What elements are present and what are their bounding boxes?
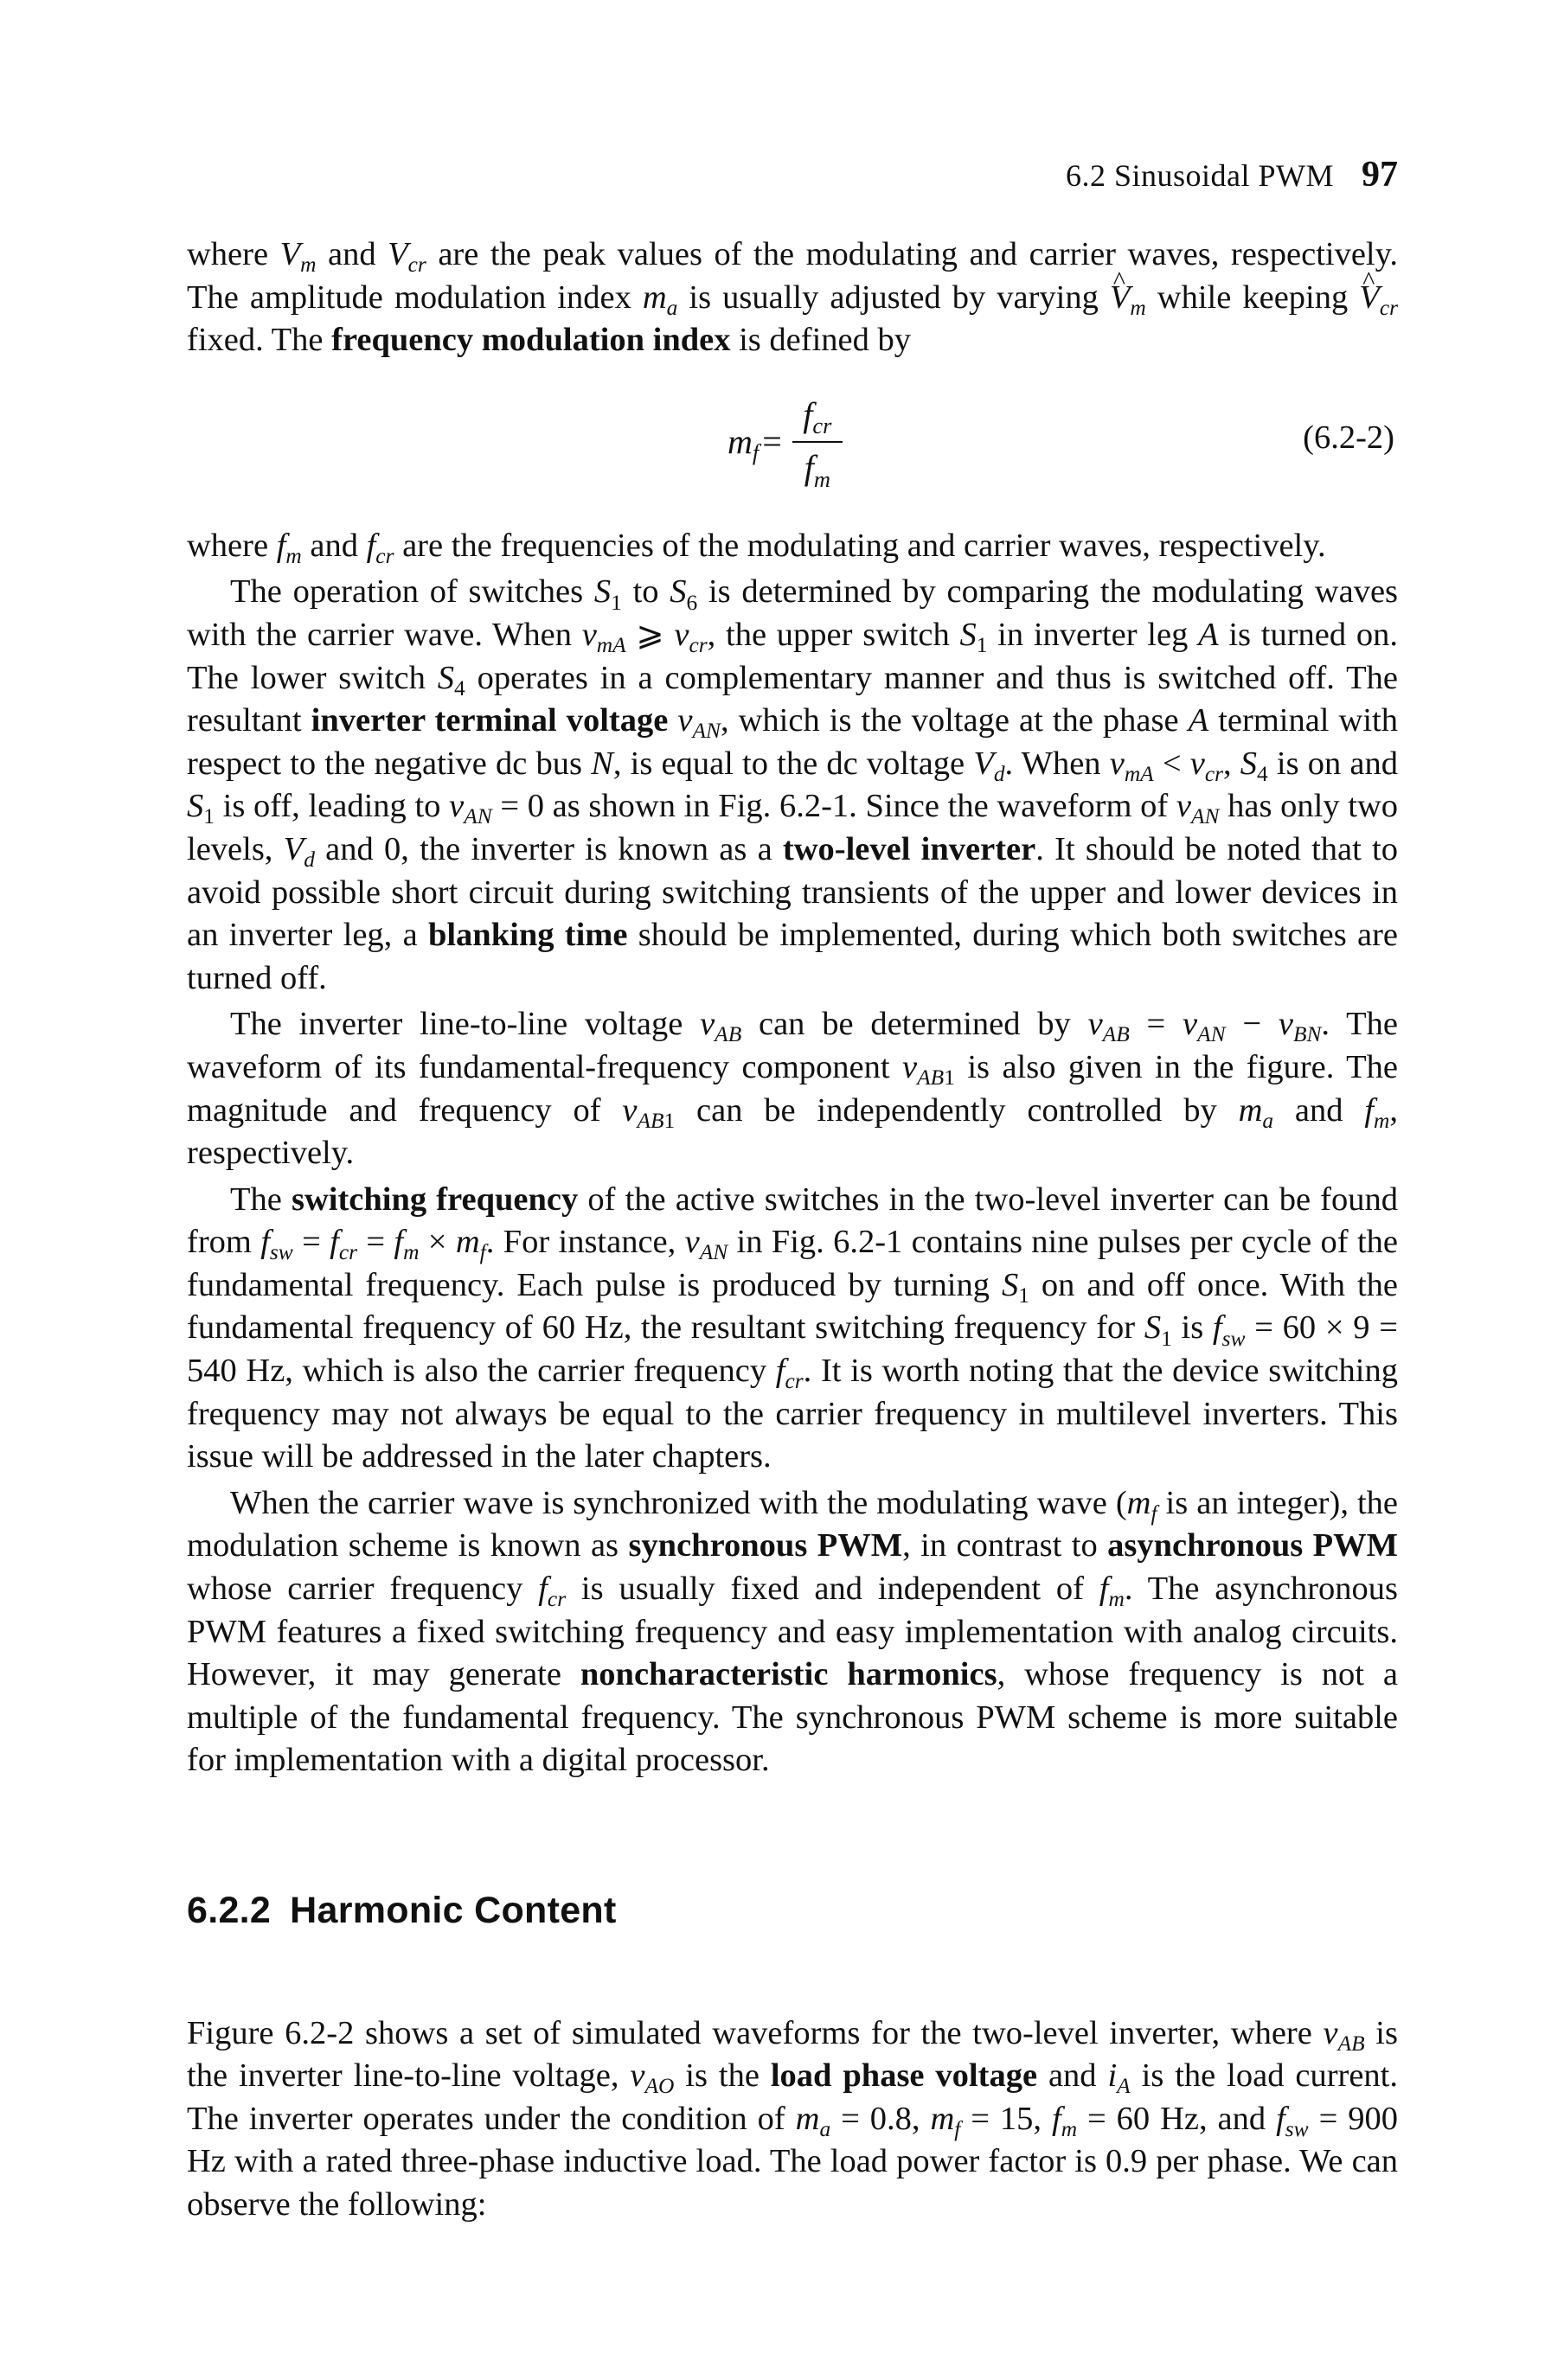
body-text [187,234,1398,1782]
paragraph: The operation of switches $S_1$ to $S_6$ is determined by comparing the modulating waves with the carrier wave. When $v_{mA}$ ⩾ $v_{cr}$, the upper switch $S_1$ in inverter leg A is turned on. The lower switch $S_4$ operates in a complementary manner and thus is switched off. The resultant inverter terminal voltage $v_{AN}$, which is the voltage at the phase A terminal with respect to the negative dc bus N, is equal to the dc voltage $V_d$. When $v_{mA} < v_{cr}$, $S_4$ is on and $S_1$ is off, leading to $v_{AN} = 0$ as shown in Fig. 6.2-1. Since the waveform of $v_{AN}$ has only two levels, $V_d$ and 0, the inverter is known as a two-level inverter. It should be noted that to avoid possible short circuit during switching transients of the upper and lower devices in an inverter leg, a blanking time should be implemented, during which both switches are turned off. [187,573,1399,996]
fraction-denominator: $f_m$ [804,448,830,492]
running-header-section: 6.2 Sinusoidal PWM [1065,158,1334,193]
section-heading [187,1890,617,1932]
equation-number: (6.2-2) [1303,419,1394,456]
paragraph: where $V_m$ and $V_{cr}$ are the peak values of the modulating and carrier waves, respectively. The amplitude modulation index $m_a$ is usually adjusted by varying ^ $V_m$ while keeping ^ $V_{cr}$ fixed. The frequency modulation index is defined by [187,234,1398,362]
paragraph: When the carrier wave is synchronized with the modulating wave ($m_f$ is an integer), the modulation scheme is known as synchronous PWM, in contrast to asynchronous PWM whose carrier frequency $f_{cr}$ is usually fixed and independent of $f_m$. The asynchronous PWM features a fixed switching frequency and easy implementation with analog circuits. However, it may generate noncharacteristic harmonics, whose frequency is not a multiple of the fundamental frequency. The synchronous PWM scheme is more suitable for implementation with a digital processor. [187,1484,1399,1779]
section-title: Harmonic Content [290,1890,617,1931]
paragraph: The inverter line-to-line voltage $v_{AB}$ can be determined by $v_{AB} = v_{AN} - v_{BN}$. The waveform of its fundamental-frequency component $v_{AB1}$ is also given in the figure. The magnitude and frequency of $v_{AB1}$ can be independently controlled by $m_a$ and $f_m$, respectively. [187,1006,1398,1172]
paragraph: Figure 6.2-2 shows a set of simulated waveforms for the two-level inverter, where $v_{AB}$ is the inverter line-to-line voltage, $v_{AO}$ is the load phase voltage and $i_A$ is the load current. The inverter operates under the condition of $m_a = 0.8$, $m_f = 15$, $f_m = 60$ Hz, and $f_{sw} = 900$ Hz with a rated three-phase inductive load. The load power factor is 0.9 per phase. We can observe the following: [187,2014,1399,2223]
paragraph: The switching frequency of the active switches in the two-level inverter can be found from $f_{sw} = f_{cr} = f_m \times m_f$. For instance, $v_{AN}$ in Fig. 6.2-1 contains nine pulses per cycle of the fundamental frequency. Each pulse is produced by turning $S_1$ on and off once. With the fundamental frequency of 60 Hz, the resultant switching frequency for $S_1$ is $f_{sw} = 60 \times 9 = 540$ Hz, which is also the carrier frequency $f_{cr}$. It is worth noting that the device switching frequency may not always be equal to the carrier frequency in multilevel inverters. This issue will be addressed in the later chapters. [187,1180,1398,1475]
fraction [792,393,843,492]
page-number: 97 [1362,155,1398,195]
section-number: 6.2.2 [187,1890,272,1931]
running-header [187,154,1398,196]
equation-body [728,393,843,492]
equation-6-2-2 [187,369,1398,516]
body-text-section-6-2-2 [187,1979,1398,2260]
fraction-numerator: $f_{cr}$ [803,394,832,439]
equals-sign: = [762,421,782,461]
paragraph: where $f_m$ and $f_{cr}$ are the frequencies of the modulating and carrier waves, respectively. [187,527,1326,568]
equation-lhs: $m_f$ [728,421,760,466]
